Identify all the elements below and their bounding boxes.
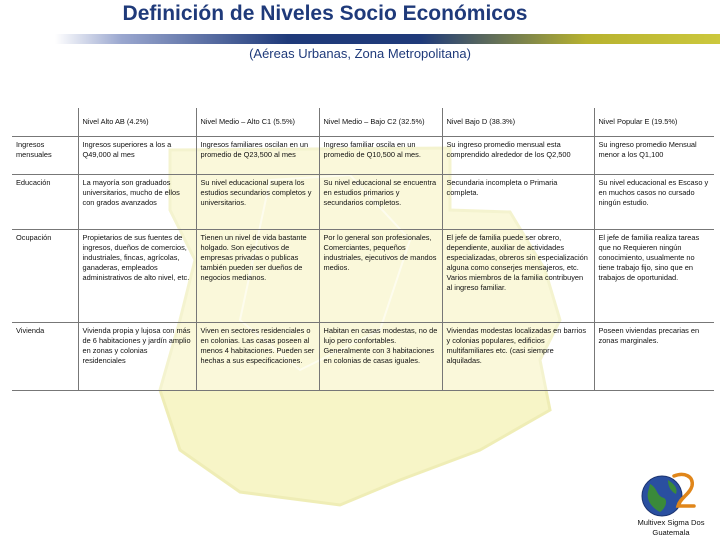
table-cell: El jefe de familia realiza tareas que no Requieren ningún conocimiento, usualmente no tiene trabajo fijo, sino que en trabajos de oportunidad.: [594, 230, 714, 323]
table-cell: Viven en sectores residenciales o en colonias. Las casas poseen al menos 4 habitaciones. Pueden ser hechas a sus especificaciones.: [196, 323, 319, 391]
table-header-row: [12, 108, 714, 137]
table-cell: Propietarios de sus fuentes de ingresos, dueños de comercios, industriales, fincas, agrícolas, ganaderas, empleados administrativos de alto nivel, etc.: [78, 230, 196, 323]
table-cell: Ingreso familiar oscila en un promedio de Q10,500 al mes.: [319, 137, 442, 175]
col-header-ab: Nivel Alto AB (4.2%): [78, 108, 196, 137]
company-name: Multivex Sigma Dos: [637, 518, 705, 527]
row-header-vivienda: Vivienda: [12, 323, 78, 391]
col-header-d: Nivel Bajo D (38.3%): [442, 108, 594, 137]
table-cell: Su ingreso promedio mensual esta comprendido alrededor de los Q2,500: [442, 137, 594, 175]
table-cell: Viviendas modestas localizadas en barrios y colonias populares, edificios multifamiliares etc. (casi siempre alquiladas.: [442, 323, 594, 391]
company-credit: [626, 518, 716, 538]
col-header-c1: Nivel Medio – Alto C1 (5.5%): [196, 108, 319, 137]
table-cell: Su nivel educacional es Escaso y en muchos casos no cursado ningún estudio.: [594, 175, 714, 230]
table-cell: El jefe de familia puede ser obrero, dependiente, auxiliar de actividades especializadas, obreros sin especialización alguna como conserjes mensajeros, etc. Varios miembros de la familia contribuyen al ingreso familiar.: [442, 230, 594, 323]
table-row: [12, 230, 714, 323]
globe-logo-icon: [638, 470, 700, 518]
table-cell: Su nivel educacional supera los estudios secundarios completos y universitarios.: [196, 175, 319, 230]
row-header-ingresos: Ingresos mensuales: [12, 137, 78, 175]
table-cell: Ingresos familiares oscilan en un promedio de Q23,500 al mes: [196, 137, 319, 175]
table-row: [12, 175, 714, 230]
col-header-c2: Nivel Medio – Bajo C2 (32.5%): [319, 108, 442, 137]
table-cell: Por lo general son profesionales, Comerciantes, pequeños industriales, ejecutivos de mandos medios.: [319, 230, 442, 323]
table-row: [12, 137, 714, 175]
table-cell: Habitan en casas modestas, no de lujo pero confortables. Generalmente con 3 habitaciones en colonias de casas iguales.: [319, 323, 442, 391]
row-header-educacion: Educación: [12, 175, 78, 230]
table-row: [12, 323, 714, 391]
table-cell: Su nivel educacional se encuentra en estudios primarios y secundarios completos.: [319, 175, 442, 230]
page-subtitle: (Aéreas Urbanas, Zona Metropolitana): [249, 46, 471, 61]
table-cell: Poseen viviendas precarias en zonas marginales.: [594, 323, 714, 391]
socioeconomic-levels-table: [12, 108, 714, 391]
table-cell: Ingresos superiores a los a Q49,000 al mes: [78, 137, 196, 175]
table-cell: Tienen un nivel de vida bastante holgado. Son ejecutivos de empresas privadas o publicas también pueden ser dueños de negocios medianos.: [196, 230, 319, 323]
company-country: Guatemala: [652, 527, 690, 537]
page-title: Definición de Niveles Socio Económicos: [122, 2, 528, 25]
table-cell: Secundaria incompleta o Primaria completa.: [442, 175, 594, 230]
table-cell: Vivienda propia y lujosa con más de 6 habitaciones y jardín amplio en zonas y colonias residenciales: [78, 323, 196, 391]
table-corner: [12, 108, 78, 137]
col-header-e: Nivel Popular E (19.5%): [594, 108, 714, 137]
table-cell: Su ingreso promedio Mensual menor a los Q1,100: [594, 137, 714, 175]
title-divider: [55, 34, 720, 44]
table-cell: La mayoría son graduados universitarios, mucho de ellos con grados avanzados: [78, 175, 196, 230]
row-header-ocupacion: Ocupación: [12, 230, 78, 323]
